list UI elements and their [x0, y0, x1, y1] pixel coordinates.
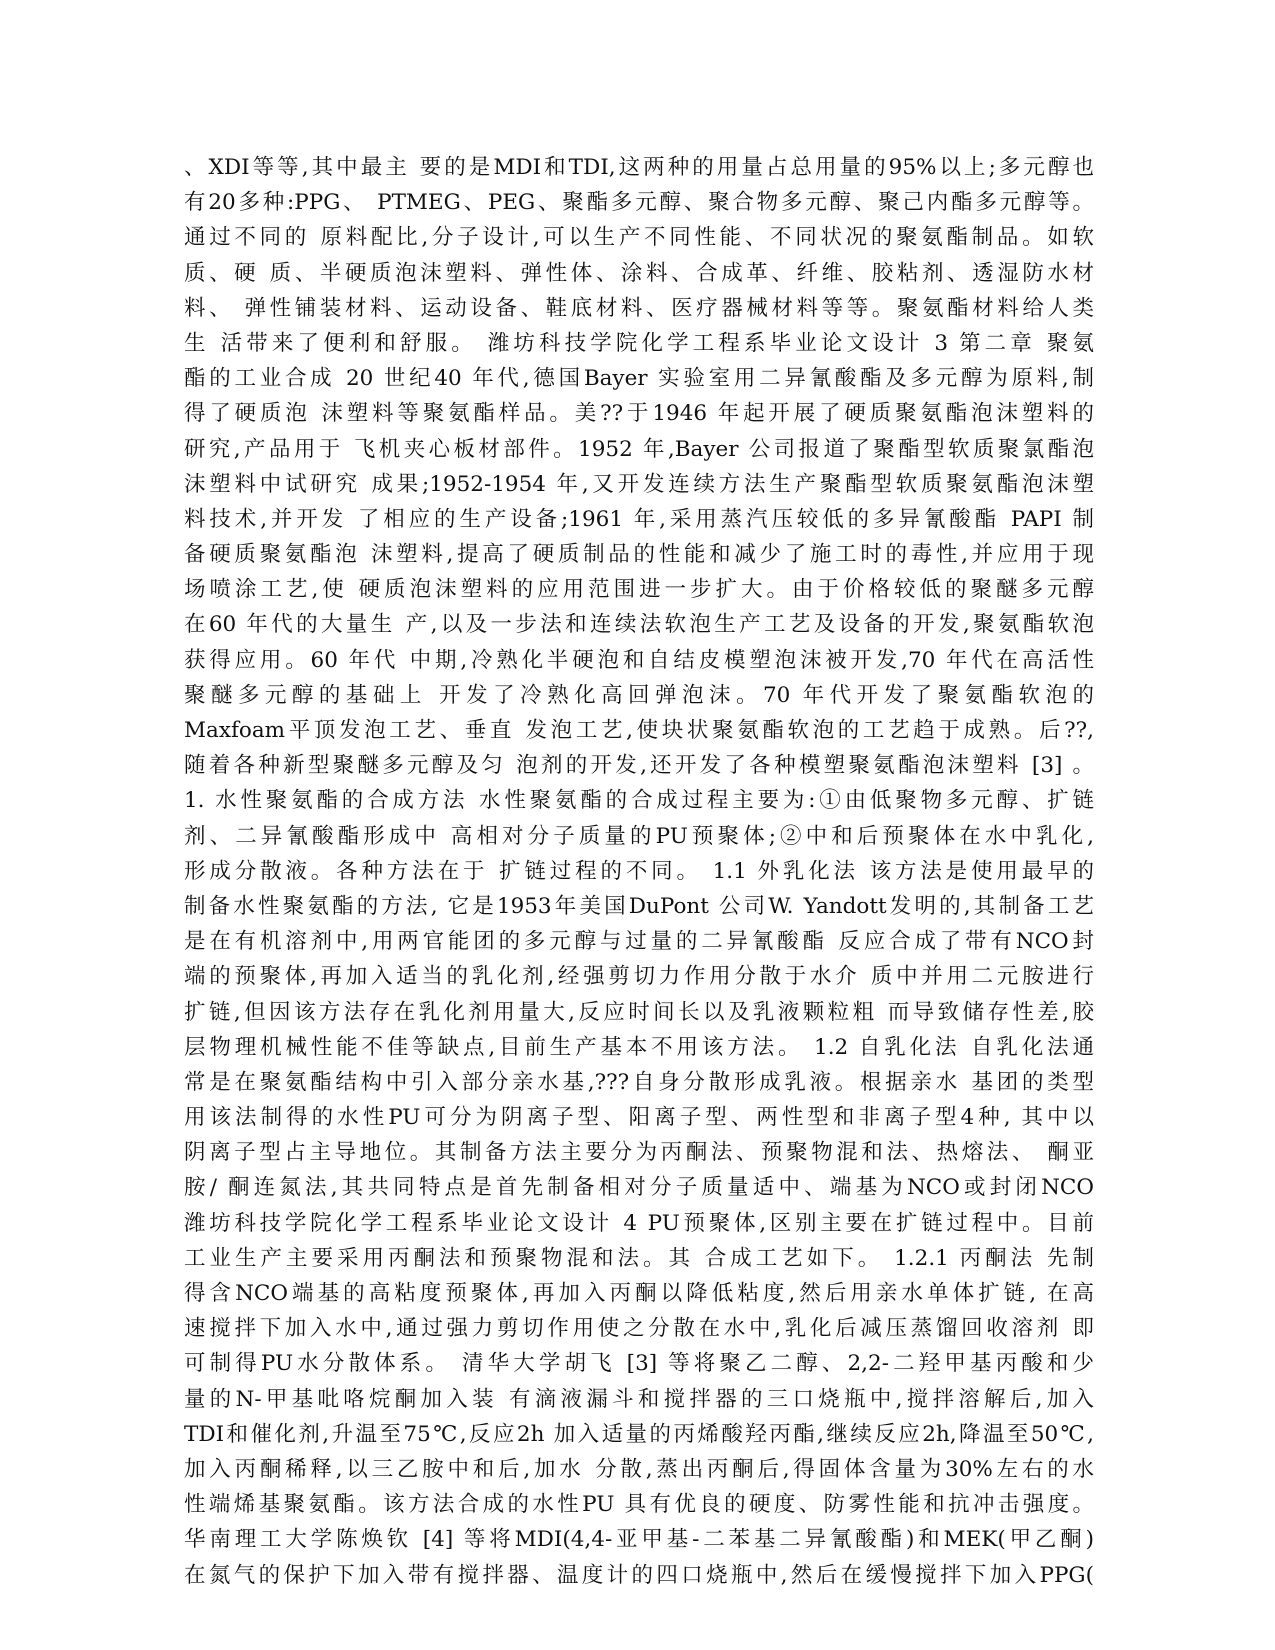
text-line: 获得应用。60 年代 中期,冷熟化半硬泡和自结皮模塑泡沫被开发,70 年代在高活性	[184, 647, 1094, 673]
text-line: 常是在聚氨酯结构中引入部分亲水基,???自身分散形成乳液。根据亲水 基团的类型	[184, 1069, 1094, 1095]
text-line: 在60 年代的大量生 产,以及一步法和连续法软泡生产工艺及设备的开发,聚氨酯软泡	[184, 612, 1094, 638]
body-text	[184, 150, 1094, 1593]
text-line: 潍坊科技学院化学工程系毕业论文设计 4 PU预聚体,区别主要在扩链过程中。目前	[184, 1210, 1094, 1236]
text-line: 沫塑料中试研究 成果;1952-1954 年,又开发连续方法生产聚酯型软质聚氨酯泡沫塑	[184, 471, 1094, 497]
text-line: 用该法制得的水性PU可分为阴离子型、阳离子型、两性型和非离子型4种, 其中以	[184, 1105, 1094, 1131]
text-line: 阴离子型占主导地位。其制备方法主要分为丙酮法、预聚物混和法、热熔法、 酮亚	[184, 1140, 1094, 1166]
text-line: Maxfoam平顶发泡工艺、垂直 发泡工艺,使块状聚氨酯软泡的工艺趋于成熟。后??,	[184, 718, 1094, 743]
text-line: 研究,产品用于 飞机夹心板材部件。1952 年,Bayer 公司报道了聚酯型软质聚氯酯泡	[184, 436, 1094, 462]
text-line: 制备水性聚氨酯的方法, 它是1953年美国DuPont 公司W. Yandott发明的,其制备工艺	[184, 893, 1094, 919]
text-line: 形成分散液。各种方法在于 扩链过程的不同。 1.1 外乳化法 该方法是使用最早的	[184, 858, 1094, 884]
text-line: 扩链,但因该方法存在乳化剂用量大,反应时间长以及乳液颗粒粗 而导致储存性差,胶	[184, 999, 1094, 1025]
text-line: 得了硬质泡 沫塑料等聚氨酯样品。美??于1946 年起开展了硬质聚氨酯泡沫塑料的	[184, 401, 1094, 427]
text-line: 随着各种新型聚醚多元醇及匀 泡剂的开发,还开发了各种模塑聚氨酯泡沫塑料 [3] 。	[184, 753, 1094, 779]
text-line: 华南理工大学陈焕钦 [4] 等将MDI(4,4-亚甲基-二苯基二异氰酸酯)和MEK(甲乙酮)	[184, 1527, 1094, 1553]
text-line: 层物理机械性能不佳等缺点,目前生产基本不用该方法。 1.2 自乳化法 自乳化法通	[184, 1034, 1094, 1060]
text-line: 质、硬 质、半硬质泡沫塑料、弹性体、涂料、合成革、纤维、胶粘剂、透湿防水材	[184, 260, 1094, 286]
text-line: 料、 弹性铺装材料、运动设备、鞋底材料、医疗器械材料等等。聚氨酯材料给人类	[184, 295, 1094, 321]
text-line: 生 活带来了便利和舒服。 潍坊科技学院化学工程系毕业论文设计 3 第二章 聚氨	[184, 330, 1094, 356]
text-line: 量的N-甲基吡咯烷酮加入装 有滴液漏斗和搅拌器的三口烧瓶中,搅拌溶解后,加入	[184, 1386, 1094, 1412]
text-line: 可制得PU水分散体系。 清华大学胡飞 [3] 等将聚乙二醇、2,2-二羟甲基丙酸和少	[184, 1351, 1094, 1377]
text-line: 在氮气的保护下加入带有搅拌器、温度计的四口烧瓶中,然后在缓慢搅拌下加入PPG(	[184, 1562, 1094, 1588]
text-line: 聚醚多元醇的基础上 开发了冷熟化高回弹泡沫。70 年代开发了聚氨酯软泡的	[184, 682, 1094, 708]
text-line: 是在有机溶剂中,用两官能团的多元醇与过量的二异氰酸酯 反应合成了带有NCO封	[184, 929, 1094, 955]
text-line: 端的预聚体,再加入适当的乳化剂,经强剪切力作用分散于水介 质中并用二元胺进行	[184, 964, 1094, 990]
text-line: 胺/ 酮连氮法,其共同特点是首先制备相对分子质量适中、端基为NCO或封闭NCO	[184, 1175, 1094, 1201]
text-line: 加入丙酮稀释,以三乙胺中和后,加水 分散,蒸出丙酮后,得固体含量为30%左右的水	[184, 1456, 1094, 1482]
text-line: 备硬质聚氨酯泡 沫塑料,提高了硬质制品的性能和减少了施工时的毒性,并应用于现	[184, 542, 1094, 568]
text-line: 、XDI等等,其中最主 要的是MDI和TDI,这两种的用量占总用量的95%以上;多元醇也	[184, 155, 1094, 180]
text-line: 酯的工业合成 20 世纪40 年代,德国Bayer 实验室用二异氰酸酯及多元醇为原料,制	[184, 366, 1094, 392]
text-line: 场喷涂工艺,使 硬质泡沫塑料的应用范围进一步扩大。由于价格较低的聚醚多元醇	[184, 577, 1094, 603]
text-line: 工业生产主要采用丙酮法和预聚物混和法。其 合成工艺如下。 1.2.1 丙酮法 先制	[184, 1245, 1094, 1271]
text-line: 通过不同的 原料配比,分子设计,可以生产不同性能、不同状况的聚氨酯制品。如软	[184, 225, 1094, 251]
text-line: TDI和催化剂,升温至75℃,反应2h 加入适量的丙烯酸羟丙酯,继续反应2h,降温至50℃,	[184, 1421, 1094, 1447]
text-line: 得含NCO端基的高粘度预聚体,再加入丙酮以降低粘度,然后用亲水单体扩链, 在高	[184, 1281, 1094, 1306]
text-line: 速搅拌下加入水中,通过强力剪切作用使之分散在水中,乳化后减压蒸馏回收溶剂 即	[184, 1316, 1094, 1342]
text-line: 料技术,并开发 了相应的生产设备;1961 年,采用蒸汽压较低的多异氰酸酯 PAPI 制	[184, 506, 1094, 532]
text-line: 剂、二异氰酸酯形成中 高相对分子质量的PU预聚体;②中和后预聚体在水中乳化,	[184, 823, 1094, 849]
text-line: 1. 水性聚氨酯的合成方法 水性聚氨酯的合成过程主要为:①由低聚物多元醇、扩链	[184, 788, 1094, 814]
text-line: 性端烯基聚氨酯。该方法合成的水性PU 具有优良的硬度、防雾性能和抗冲击强度。	[184, 1492, 1094, 1518]
text-line: 有20多种:PPG、 PTMEG、PEG、聚酯多元醇、聚合物多元醇、聚己内酯多元醇等。	[184, 190, 1094, 216]
